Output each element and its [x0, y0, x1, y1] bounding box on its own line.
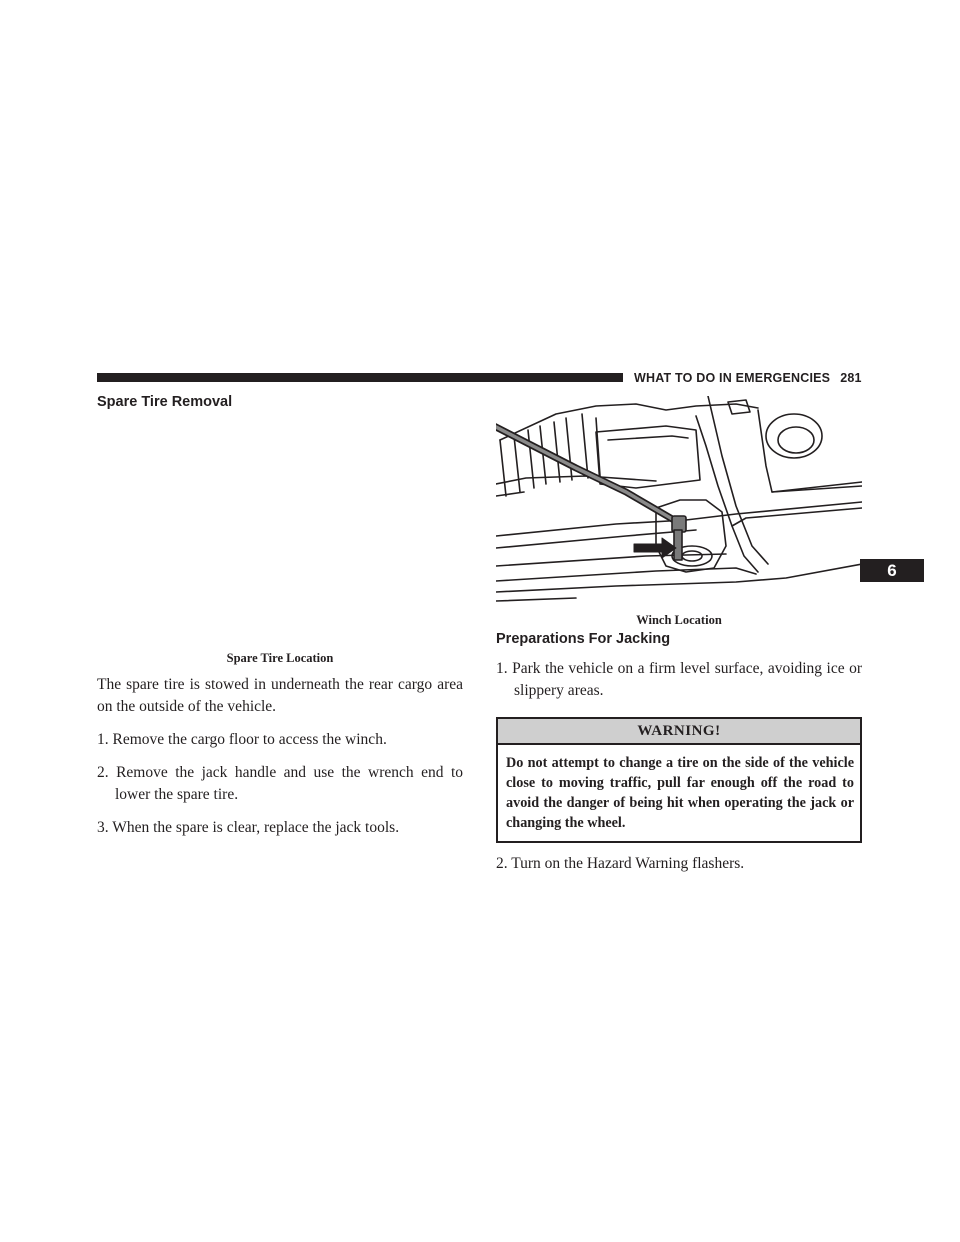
right-column: [496, 629, 862, 875]
preparations-heading: Preparations For Jacking: [496, 631, 671, 647]
section-title: WHAT TO DO IN EMERGENCIES: [634, 371, 831, 385]
spare-tire-caption: Spare Tire Location: [226, 651, 334, 665]
intro-paragraph: The spare tire is stowed in underneath the rear cargo area on the outside of the vehicle.: [97, 676, 463, 715]
chapter-tab: 6: [860, 559, 924, 582]
winch-figure: [496, 396, 862, 608]
spare-tire-removal-heading: Spare Tire Removal: [97, 394, 233, 410]
removal-step-1: 1. Remove the cargo floor to access the winch.: [97, 731, 387, 748]
warning-box: [496, 717, 862, 843]
jacking-step-2: 2. Turn on the Hazard Warning flashers.: [496, 855, 745, 872]
running-header: [634, 370, 862, 386]
winch-caption: Winch Location: [636, 613, 722, 627]
page-number: 281: [840, 371, 862, 385]
left-column: [97, 392, 463, 839]
header-rule: [97, 373, 623, 382]
removal-step-2: 2. Remove the jack handle and use the wrench end to lower the spare tire.: [97, 764, 463, 803]
spare-tire-figure: [97, 412, 463, 650]
warning-body: Do not attempt to change a tire on the side of the vehicle close to moving traffic, pull far enough off the road to avoid the danger of being hit when operating the jack or changing the wheel.: [506, 755, 854, 831]
removal-step-3: 3. When the spare is clear, replace the jack tools.: [97, 819, 400, 836]
jacking-step-1: 1. Park the vehicle on a firm level surface, avoiding ice or slippery areas.: [496, 660, 862, 699]
warning-title: WARNING!: [498, 719, 860, 745]
